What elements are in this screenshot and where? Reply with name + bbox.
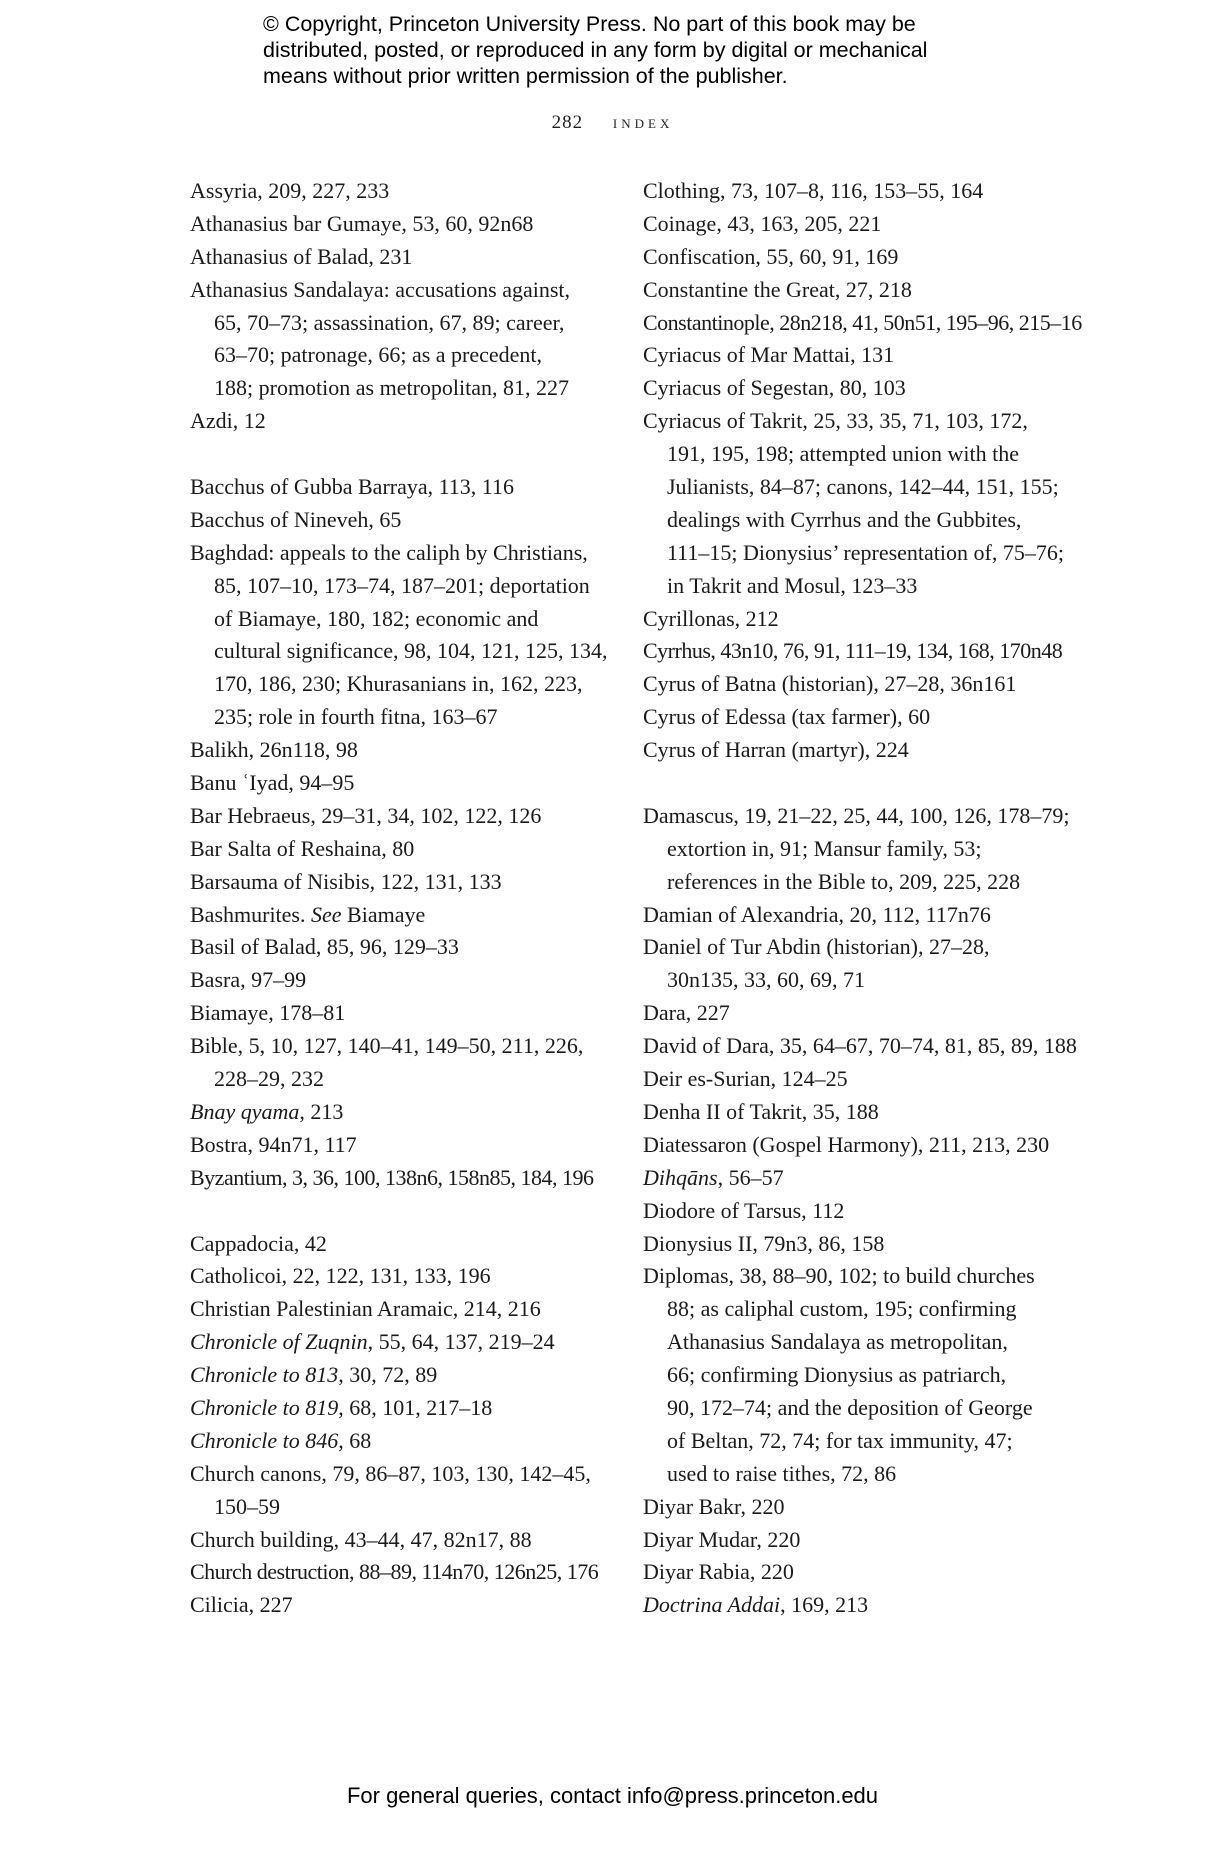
- index-entry: Bacchus of Nineveh, 65: [190, 506, 402, 532]
- running-head: [0, 112, 1225, 134]
- index-entry: Diodore of Tarsus, 112: [643, 1197, 845, 1223]
- index-entry: Church destruction, 88–89, 114n70, 126n25, 176: [190, 1559, 599, 1585]
- section-gap: [190, 438, 610, 471]
- index-entry: Bible, 5, 10, 127, 140–41, 149–50, 211, 226,: [190, 1033, 584, 1059]
- index-entry: David of Dara, 35, 64–67, 70–74, 81, 85, 89, 188: [643, 1033, 1077, 1059]
- index-subentry: 88; as caliphal custom, 195; confirming: [667, 1296, 1017, 1322]
- index-entry: Basra, 97–99: [190, 967, 307, 993]
- index-subentry: 150–59: [214, 1493, 280, 1519]
- index-entry: Bashmurites. See Biamaye: [190, 901, 426, 927]
- index-subentry: 111–15; Dionysius’ representation of, 75–76;: [667, 539, 1064, 565]
- index-entry: Denha II of Takrit, 35, 188: [643, 1098, 879, 1124]
- index-entry: Cyrus of Edessa (tax farmer), 60: [643, 704, 931, 730]
- index-subentry: 228–29, 232: [214, 1066, 324, 1092]
- index-subentry: 188; promotion as metropolitan, 81, 227: [214, 375, 570, 401]
- index-column-right: [643, 175, 1082, 1622]
- index-subentry: 65, 70–73; assassination, 67, 89; career,: [214, 309, 565, 335]
- copyright-line: means without prior written permission of the publisher.: [263, 64, 788, 88]
- index-entry: Barsauma of Nisibis, 122, 131, 133: [190, 868, 502, 894]
- index-entry: Diyar Bakr, 220: [643, 1493, 785, 1519]
- index-entry: Daniel of Tur Abdin (historian), 27–28,: [643, 934, 990, 960]
- index-entry: Bostra, 94n71, 117: [190, 1131, 357, 1157]
- index-subentry: extortion in, 91; Mansur family, 53;: [667, 835, 982, 861]
- index-column-left: [190, 175, 610, 1622]
- index-subentry: 63–70; patronage, 66; as a precedent,: [214, 342, 543, 368]
- index-subentry: of Biamaye, 180, 182; economic and: [214, 605, 539, 631]
- index-entry: Biamaye, 178–81: [190, 1000, 346, 1026]
- index-subentry: 191, 195, 198; attempted union with the: [667, 441, 1019, 467]
- index-entry: Diyar Mudar, 220: [643, 1526, 801, 1552]
- copyright-line: © Copyright, Princeton University Press. No part of this book may be: [263, 12, 916, 36]
- index-entry: Damascus, 19, 21–22, 25, 44, 100, 126, 178–79;: [643, 802, 1070, 828]
- index-entry: Azdi, 12: [190, 408, 266, 434]
- index-entry: Athanasius Sandalaya: accusations against,: [190, 276, 571, 302]
- index-subentry: 85, 107–10, 173–74, 187–201; deportation: [214, 572, 590, 598]
- index-entry: Confiscation, 55, 60, 91, 169: [643, 243, 899, 269]
- index-entry: Balikh, 26n118, 98: [190, 737, 358, 763]
- index-entry: Christian Palestinian Aramaic, 214, 216: [190, 1296, 541, 1322]
- page-number: 282: [551, 112, 584, 133]
- index-entry: Clothing, 73, 107–8, 116, 153–55, 164: [643, 178, 984, 203]
- index-entry: Doctrina Addai, 169, 213: [643, 1592, 869, 1618]
- index-entry: Cyrus of Harran (martyr), 224: [643, 737, 909, 763]
- index-entry: Deir es-Surian, 124–25: [643, 1066, 848, 1092]
- index-entry: Cappadocia, 42: [190, 1230, 327, 1256]
- index-entry: Cyriacus of Takrit, 25, 33, 35, 71, 103, 172,: [643, 408, 1028, 434]
- index-entry: Dara, 227: [643, 1000, 730, 1026]
- index-entry: Chronicle to 813, 30, 72, 89: [190, 1362, 438, 1388]
- index-entry: Chronicle to 819, 68, 101, 217–18: [190, 1394, 493, 1420]
- index-entry: Athanasius bar Gumaye, 53, 60, 92n68: [190, 210, 534, 236]
- index-entry: Assyria, 209, 227, 233: [190, 178, 390, 203]
- index-subentry: 66; confirming Dionysius as patriarch,: [667, 1362, 1007, 1388]
- index-entry: Baghdad: appeals to the caliph by Christians,: [190, 539, 588, 565]
- index-entry: Catholicoi, 22, 122, 131, 133, 196: [190, 1263, 491, 1289]
- index-entry: Dihqāns, 56–57: [643, 1164, 784, 1190]
- index-entry: Bacchus of Gubba Barraya, 113, 116: [190, 474, 514, 500]
- index-entry: Bnay qyama, 213: [190, 1098, 344, 1124]
- index-entry: Church building, 43–44, 47, 82n17, 88: [190, 1526, 532, 1552]
- index-entry: Church canons, 79, 86–87, 103, 130, 142–45,: [190, 1460, 591, 1486]
- index-entry: Basil of Balad, 85, 96, 129–33: [190, 934, 459, 960]
- page-title: index: [612, 112, 674, 133]
- index-entry: Bar Hebraeus, 29–31, 34, 102, 122, 126: [190, 802, 542, 828]
- index-entry: Chronicle to 846, 68: [190, 1427, 372, 1453]
- index-entry: Diyar Rabia, 220: [643, 1559, 794, 1585]
- index-subentry: Julianists, 84–87; canons, 142–44, 151, 155;: [667, 474, 1059, 500]
- index-entry: Cyrillonas, 212: [643, 605, 779, 631]
- index-subentry: of Beltan, 72, 74; for tax immunity, 47;: [667, 1427, 1013, 1453]
- index-entry: Cilicia, 227: [190, 1592, 293, 1618]
- index-entry: Cyriacus of Mar Mattai, 131: [643, 342, 895, 368]
- index-subentry: 90, 172–74; and the deposition of George: [667, 1394, 1033, 1420]
- index-entry: Constantine the Great, 27, 218: [643, 276, 912, 302]
- index-entry: Damian of Alexandria, 20, 112, 117n76: [643, 901, 991, 927]
- index-entry: Banu ʿIyad, 94–95: [190, 770, 355, 796]
- index-entry: Constantinople, 28n218, 41, 50n51, 195–96, 215–16: [643, 309, 1082, 335]
- index-subentry: 30n135, 33, 60, 69, 71: [667, 967, 865, 993]
- index-entry: Diatessaron (Gospel Harmony), 211, 213, 230: [643, 1131, 1050, 1157]
- index-subentry: references in the Bible to, 209, 225, 228: [667, 868, 1021, 894]
- section-gap: [190, 1195, 610, 1228]
- index-entry: Coinage, 43, 163, 205, 221: [643, 210, 882, 236]
- index-subentry: dealings with Cyrrhus and the Gubbites,: [667, 506, 1022, 532]
- index-subentry: 235; role in fourth fitna, 163–67: [214, 704, 498, 730]
- index-entry: Athanasius of Balad, 231: [190, 243, 413, 269]
- index-entry: Byzantium, 3, 36, 100, 138n6, 158n85, 184, 196: [190, 1164, 594, 1190]
- index-subentry: used to raise tithes, 72, 86: [667, 1460, 897, 1486]
- footer-contact: For general queries, contact info@press.princeton.edu: [346, 1783, 879, 1808]
- index-subentry: cultural significance, 98, 104, 121, 125, 134,: [214, 638, 608, 664]
- index-entry: Cyrrhus, 43n10, 76, 91, 111–19, 134, 168, 170n48: [643, 638, 1063, 664]
- index-entry: Cyrus of Batna (historian), 27–28, 36n161: [643, 671, 1017, 697]
- index-subentry: in Takrit and Mosul, 123–33: [667, 572, 918, 598]
- section-gap: [643, 767, 1073, 800]
- index-entry: Dionysius II, 79n3, 86, 158: [643, 1230, 885, 1256]
- copyright-notice: [263, 11, 1023, 89]
- index-entry: Chronicle of Zuqnin, 55, 64, 137, 219–24: [190, 1329, 555, 1355]
- index-entry: Diplomas, 38, 88–90, 102; to build churches: [643, 1263, 1035, 1289]
- index-entry: Cyriacus of Segestan, 80, 103: [643, 375, 906, 401]
- index-entry: Bar Salta of Reshaina, 80: [190, 835, 415, 861]
- copyright-line: distributed, posted, or reproduced in any form by digital or mechanical: [263, 38, 928, 62]
- index-subentry: Athanasius Sandalaya as metropolitan,: [667, 1329, 1008, 1355]
- index-subentry: 170, 186, 230; Khurasanians in, 162, 223,: [214, 671, 583, 697]
